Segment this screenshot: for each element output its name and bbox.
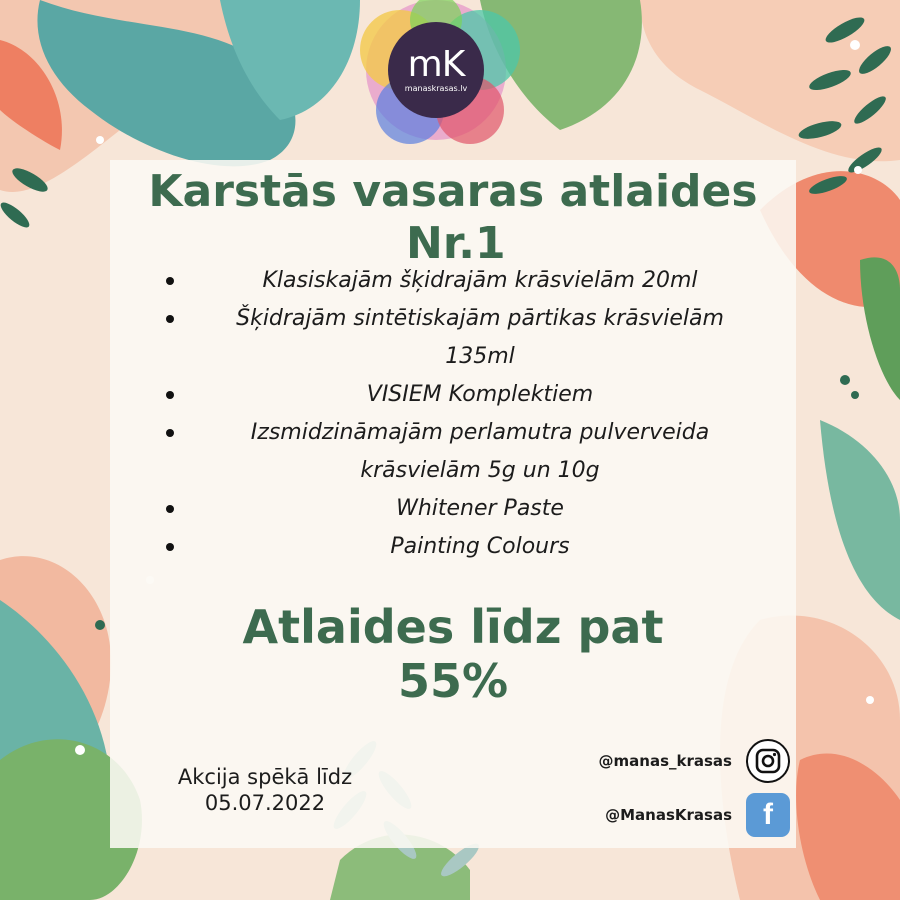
facebook-link[interactable] (560, 790, 790, 840)
instagram-handle[interactable]: @manas_krasas (598, 752, 732, 770)
validity-text (150, 764, 380, 816)
list-item: Izsmidzināmajām perlamutra pulverveida krāsvielām 5g un 10g (160, 414, 770, 490)
product-list (160, 262, 770, 566)
headline-line1: Karstās vasaras atlaides (148, 166, 758, 217)
validity-date: 05.07.2022 (204, 791, 326, 815)
list-item: VISIEM Komplektiem (160, 376, 770, 414)
instagram-link[interactable] (560, 736, 790, 786)
green-leaf (860, 257, 900, 400)
discount-text (110, 600, 796, 708)
facebook-icon[interactable]: f (746, 793, 790, 837)
discount-line2: 55% (397, 654, 509, 708)
brand-logo (388, 22, 484, 118)
headline (110, 166, 796, 270)
monstera-leaf (820, 420, 900, 620)
instagram-glyph (755, 748, 781, 774)
list-item: Whitener Paste (160, 490, 770, 528)
list-item: Šķidrajām sintētiskajām pārtikas krāsvielām 135ml (160, 300, 770, 376)
logo-mark: mK (407, 44, 465, 85)
list-item: Painting Colours (160, 528, 770, 566)
logo-site: manaskrasas.lv (404, 84, 468, 93)
discount-line1: Atlaides līdz pat (242, 600, 664, 654)
facebook-handle[interactable]: @ManasKrasas (605, 806, 732, 824)
headline-line2: Nr.1 (406, 218, 506, 269)
list-item: Klasiskajām šķidrajām krāsvielām 20ml (160, 262, 770, 300)
validity-line1: Akcija spēkā līdz (177, 765, 353, 789)
instagram-icon[interactable] (746, 739, 790, 783)
